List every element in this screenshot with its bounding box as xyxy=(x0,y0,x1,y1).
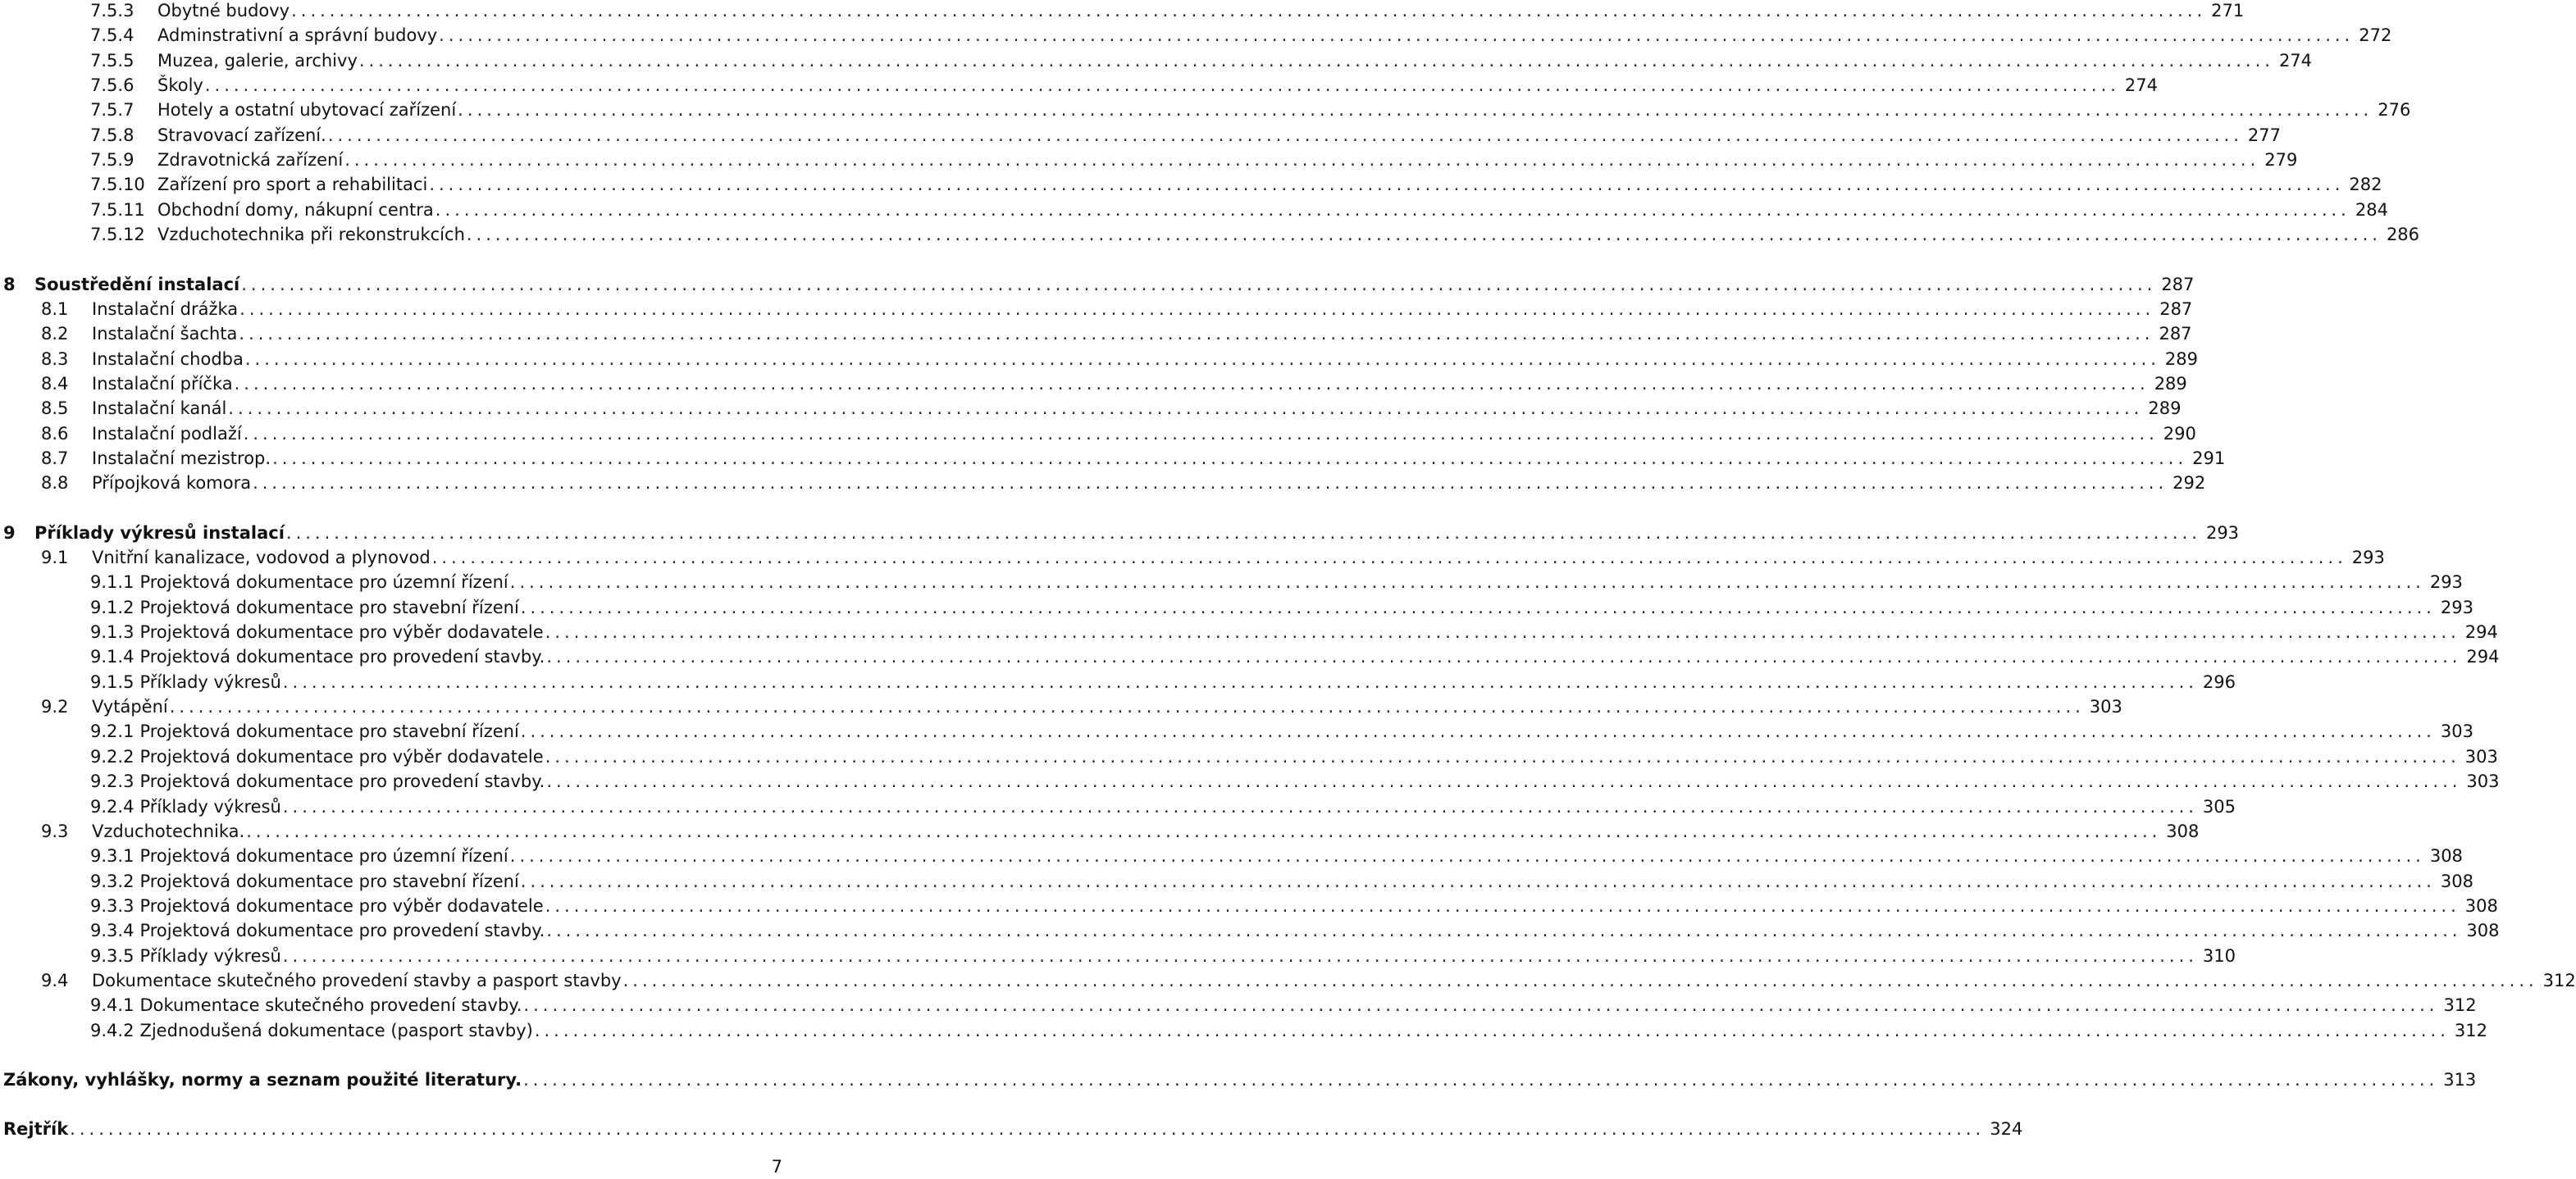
toc-entry-title: Instalační mezistrop. xyxy=(92,448,271,468)
dot-leader: ........................................................................................................................................................................................................ xyxy=(272,448,2188,468)
toc-entry-title: Projektová dokumentace pro stavební řízení xyxy=(139,871,519,891)
toc-entry-number: 9.1.4 xyxy=(90,647,134,667)
toc-entry-number: 8.4 xyxy=(41,373,69,394)
dot-leader: ........................................................................................................................................................................................................ xyxy=(239,324,2154,344)
dot-leader: ........................................................................................................................................................................................................ xyxy=(520,871,2436,891)
toc-entry-page: 324 xyxy=(1990,1119,2023,1140)
toc-entry-page: 289 xyxy=(2148,398,2182,419)
toc-entry-page: 293 xyxy=(2351,548,2385,567)
toc-entry-number: 8.5 xyxy=(41,398,69,419)
dot-leader: ........................................................................................................................................................................................................ xyxy=(435,199,2350,220)
toc-entry-title: Zařízení pro sport a rehabilitaci xyxy=(157,175,428,195)
toc-entry[interactable] xyxy=(90,670,2236,694)
dot-leader: ........................................................................................................................................................................................................ xyxy=(509,572,2425,593)
toc-entry-number: 9.3.2 xyxy=(90,871,134,891)
toc-entry-number: 8.3 xyxy=(41,348,69,369)
toc-entry-number: 7.5.10 xyxy=(90,175,145,195)
toc-entry-number: 9.4 xyxy=(41,970,69,990)
dot-leader: ........................................................................................................................................................................................................ xyxy=(523,1070,2439,1090)
toc-entry-title: Projektová dokumentace pro územní řízení xyxy=(139,572,508,593)
toc-entry-title: Přípojková komora xyxy=(92,473,252,494)
toc-entry-page: 303 xyxy=(2089,697,2122,717)
toc-entry-page: 277 xyxy=(2247,125,2281,145)
dot-leader: ........................................................................................................................................................................................................ xyxy=(439,25,2355,46)
toc-entry[interactable] xyxy=(90,98,2411,122)
dot-leader: ........................................................................................................................................................................................................ xyxy=(622,970,2538,990)
toc-entry-page: 272 xyxy=(2359,25,2392,46)
toc-entry-number: 8 xyxy=(3,274,16,294)
toc-entry-number: 9.1 xyxy=(41,548,69,567)
toc-entry[interactable] xyxy=(41,297,2193,321)
toc-entry[interactable] xyxy=(41,968,2576,993)
toc-entry-title: Projektová dokumentace pro provedení stavby. xyxy=(139,772,545,792)
toc-entry[interactable] xyxy=(41,446,2226,471)
dot-leader: ........................................................................................................................................................................................................ xyxy=(244,348,2160,369)
toc-entry-title: Instalační kanál xyxy=(92,398,227,419)
toc-entry[interactable] xyxy=(90,172,2382,197)
toc-entry[interactable] xyxy=(41,347,2199,371)
toc-entry[interactable] xyxy=(41,694,2122,719)
toc-entry-title: Vzduchotechnika. xyxy=(92,821,245,841)
toc-entry-number: 9.2.2 xyxy=(90,746,134,767)
toc-entry-page: 293 xyxy=(2429,572,2463,593)
toc-entry-number: 8.1 xyxy=(41,298,69,319)
dot-leader: ........................................................................................................................................................................................................ xyxy=(285,522,2201,543)
toc-entry-title: Zdravotnická zařízení xyxy=(157,150,344,171)
toc-entry[interactable] xyxy=(3,1117,2023,1141)
toc-entry-title: Příklady výkresů instalací xyxy=(34,522,285,543)
toc-entry-title: Hotely a ostatní ubytovací zařízení xyxy=(157,100,457,121)
toc-entry-number: 9.2 xyxy=(41,697,69,717)
toc-entry[interactable] xyxy=(90,570,2463,594)
toc-entry-title: Dokumentace skutečného provedení stavby a pasport stavby xyxy=(92,970,622,990)
dot-leader: ........................................................................................................................................................................................................ xyxy=(282,671,2198,692)
dot-leader: ........................................................................................................................................................................................................ xyxy=(431,548,2347,567)
dot-leader: ........................................................................................................................................................................................................ xyxy=(204,75,2120,96)
toc-entry-number: 9.3 xyxy=(41,821,69,841)
toc-entry-number: 8.2 xyxy=(41,324,69,344)
toc-entry-number: 7.5.4 xyxy=(90,25,134,46)
dot-leader: ........................................................................................................................................................................................................ xyxy=(282,945,2198,966)
toc-entry-page: 294 xyxy=(2464,622,2498,643)
toc-entry[interactable] xyxy=(90,769,2500,794)
toc-entry[interactable] xyxy=(90,48,2313,73)
toc-entry-number: 9.1.3 xyxy=(90,622,134,643)
toc-entry[interactable] xyxy=(90,1018,2487,1043)
toc-entry-page: 276 xyxy=(2378,100,2411,121)
toc-entry-number: 9.4.2 xyxy=(90,1020,134,1040)
toc-entry-number: 7.5.12 xyxy=(90,225,145,245)
toc-entry-title: Obytné budovy xyxy=(157,1,290,20)
dot-leader: ........................................................................................................................................................................................................ xyxy=(509,846,2425,867)
toc-entry-page: 290 xyxy=(2163,423,2196,444)
toc-entry[interactable] xyxy=(90,222,2420,247)
toc-entry-title: Soustředění instalací xyxy=(34,274,240,294)
toc-entry[interactable] xyxy=(90,620,2498,644)
toc-entry-page: 286 xyxy=(2386,225,2420,245)
toc-entry-page: 308 xyxy=(2166,821,2200,841)
toc-entry-page: 303 xyxy=(2440,722,2473,742)
toc-entry[interactable] xyxy=(90,123,2281,148)
dot-leader: ........................................................................................................................................................................................................ xyxy=(327,125,2243,145)
toc-entry[interactable] xyxy=(3,521,2240,545)
toc-entry-page: 312 xyxy=(2542,970,2576,990)
toc-entry-number: 9.3.5 xyxy=(90,945,134,966)
dot-leader: ........................................................................................................................................................................................................ xyxy=(545,622,2460,643)
toc-entry[interactable] xyxy=(90,894,2498,918)
toc-entry-page: 294 xyxy=(2466,647,2500,667)
toc-entry[interactable] xyxy=(3,272,2195,297)
dot-leader: ........................................................................................................................................................................................................ xyxy=(253,473,2168,494)
toc-entry[interactable] xyxy=(90,794,2236,819)
toc-entry-page: 296 xyxy=(2202,671,2236,692)
dot-leader: ........................................................................................................................................................................................................ xyxy=(534,1020,2450,1040)
toc-entry-title: Dokumentace skutečného provedení stavby. xyxy=(139,995,522,1016)
toc-entry[interactable] xyxy=(90,644,2500,669)
toc-entry-title: Zákony, vyhlášky, normy a seznam použité literatury. xyxy=(3,1070,522,1090)
toc-entry-page: 287 xyxy=(2161,274,2195,294)
toc-entry-number: 9 xyxy=(3,522,16,543)
toc-entry-page: 289 xyxy=(2154,373,2187,394)
toc-entry-title: Vnitřní kanalizace, vodovod a plynovod xyxy=(92,548,431,567)
toc-entry[interactable] xyxy=(90,0,2245,23)
toc-entry-number: 9.2.4 xyxy=(90,796,134,817)
toc-entry-number: 7.5.9 xyxy=(90,150,134,171)
toc-entry-title: Vytápění xyxy=(92,697,168,717)
dot-leader: ........................................................................................................................................................................................................ xyxy=(546,772,2462,792)
toc-entry[interactable] xyxy=(90,719,2473,744)
toc-entry[interactable] xyxy=(90,23,2392,48)
dot-leader: ........................................................................................................................................................................................................ xyxy=(466,225,2382,245)
toc-entry[interactable] xyxy=(41,819,2200,844)
toc-entry-page: 291 xyxy=(2192,448,2226,468)
dot-leader: ........................................................................................................................................................................................................ xyxy=(70,1119,1986,1140)
toc-entry-title: Příklady výkresů xyxy=(139,796,281,817)
toc-entry-title: Školy xyxy=(157,75,203,96)
toc-entry-title: Instalační příčka xyxy=(92,373,233,394)
dot-leader: ........................................................................................................................................................................................................ xyxy=(282,796,2198,817)
toc-entry[interactable] xyxy=(41,421,2196,446)
toc-entry[interactable] xyxy=(90,198,2388,222)
toc-entry-page: 308 xyxy=(2429,846,2463,867)
toc-entry-title: Projektová dokumentace pro provedení stavby. xyxy=(139,921,545,941)
toc-entry-number: 9.3.1 xyxy=(90,846,134,867)
toc-entry-title: Instalační drážka xyxy=(92,298,239,319)
toc-entry[interactable] xyxy=(90,869,2473,894)
dot-leader: ........................................................................................................................................................................................................ xyxy=(546,921,2462,941)
toc-entry-number: 9.1.5 xyxy=(90,671,134,692)
dot-leader: ........................................................................................................................................................................................................ xyxy=(291,1,2207,20)
toc-entry[interactable] xyxy=(90,993,2477,1017)
toc-entry-page: 313 xyxy=(2443,1070,2477,1090)
dot-leader: ........................................................................................................................................................................................................ xyxy=(243,423,2159,444)
toc-entry-page: 282 xyxy=(2349,175,2382,195)
toc-entry-title: Příklady výkresů xyxy=(139,945,281,966)
toc-entry-page: 284 xyxy=(2355,199,2388,220)
toc-entry-title: Příklady výkresů xyxy=(139,671,281,692)
dot-leader: ........................................................................................................................................................................................................ xyxy=(520,597,2436,617)
toc-entry-page: 303 xyxy=(2464,746,2498,767)
dot-leader: ........................................................................................................................................................................................................ xyxy=(358,50,2274,71)
page-number: 7 xyxy=(771,1157,782,1177)
toc-entry-page: 312 xyxy=(2454,1020,2487,1040)
toc-entry-number: 7.5.7 xyxy=(90,100,134,121)
toc-entry[interactable] xyxy=(41,396,2182,421)
toc-entry-page: 292 xyxy=(2173,473,2206,494)
toc-entry-number: 7.5.11 xyxy=(90,199,145,220)
toc-entry-title: Instalační šachta xyxy=(92,324,238,344)
dot-leader: ........................................................................................................................................................................................................ xyxy=(520,722,2436,742)
toc-entry-title: Projektová dokumentace pro výběr dodavatele xyxy=(139,622,544,643)
toc-entry-page: 293 xyxy=(2205,522,2240,543)
toc-entry[interactable] xyxy=(41,371,2187,396)
toc-entry-title: Obchodní domy, nákupní centra xyxy=(157,199,434,220)
toc-entry-title: Rejtřík xyxy=(3,1119,69,1140)
toc-entry-number: 9.3.4 xyxy=(90,921,134,941)
dot-leader: ........................................................................................................................................................................................................ xyxy=(234,373,2150,394)
toc-entry-page: 308 xyxy=(2466,921,2500,941)
toc-entry-number: 9.2.3 xyxy=(90,772,134,792)
toc-entry-number: 8.6 xyxy=(41,423,69,444)
toc-entry-title: Adminstrativní a správní budovy xyxy=(157,25,438,46)
toc-entry-title: Projektová dokumentace pro územní řízení xyxy=(139,846,508,867)
toc-entry-number: 7.5.6 xyxy=(90,75,134,96)
toc-entry-title: Projektová dokumentace pro výběr dodavatele xyxy=(139,746,544,767)
toc-entry[interactable] xyxy=(90,595,2473,620)
toc-entry-number: 9.1.1 xyxy=(90,572,134,593)
dot-leader: ........................................................................................................................................................................................................ xyxy=(228,398,2144,419)
toc-entry-number: 9.3.3 xyxy=(90,895,134,916)
toc-entry-page: 279 xyxy=(2264,150,2298,171)
toc-entry-title: Instalační podlaží xyxy=(92,423,242,444)
toc-entry-page: 287 xyxy=(2159,324,2192,344)
toc-entry-page: 303 xyxy=(2466,772,2500,792)
toc-entry-number: 7.5.5 xyxy=(90,50,134,71)
toc-entry-title: Projektová dokumentace pro provedení stavby. xyxy=(139,647,545,667)
dot-leader: ........................................................................................................................................................................................................ xyxy=(545,895,2460,916)
toc-entry-number: 9.4.1 xyxy=(90,995,134,1016)
dot-leader: ........................................................................................................................................................................................................ xyxy=(169,697,2085,717)
toc-entry-title: Stravovací zařízení. xyxy=(157,125,326,145)
toc-entry-page: 310 xyxy=(2202,945,2236,966)
toc-entry[interactable] xyxy=(90,918,2500,943)
toc-entry-page: 308 xyxy=(2440,871,2473,891)
toc-entry[interactable] xyxy=(41,471,2206,495)
toc-entry-number: 8.7 xyxy=(41,448,69,468)
dot-leader: ........................................................................................................................................................................................................ xyxy=(546,647,2462,667)
toc-entry-title: Instalační chodba xyxy=(92,348,244,369)
toc-entry-page: 271 xyxy=(2211,1,2245,20)
toc-entry-page: 312 xyxy=(2443,995,2477,1016)
toc-entry-page: 293 xyxy=(2440,597,2473,617)
toc-entry-page: 274 xyxy=(2124,75,2159,96)
dot-leader: ........................................................................................................................................................................................................ xyxy=(241,274,2157,294)
toc-entry-title: Projektová dokumentace pro výběr dodavatele xyxy=(139,895,544,916)
dot-leader: ........................................................................................................................................................................................................ xyxy=(523,995,2439,1016)
dot-leader: ........................................................................................................................................................................................................ xyxy=(344,150,2260,171)
toc-entry-page: 287 xyxy=(2159,298,2193,319)
toc-entry[interactable] xyxy=(90,148,2298,172)
toc-entry-title: Projektová dokumentace pro stavební řízení xyxy=(139,722,519,742)
toc-entry-number: 7.5.8 xyxy=(90,125,134,145)
toc-entry-number: 9.1.2 xyxy=(90,597,134,617)
toc-entry-title: Zjednodušená dokumentace (pasport stavby) xyxy=(139,1020,533,1040)
toc-entry-number: 8.8 xyxy=(41,473,69,494)
dot-leader: ........................................................................................................................................................................................................ xyxy=(545,746,2460,767)
dot-leader: ........................................................................................................................................................................................................ xyxy=(239,298,2155,319)
toc-entry-page: 305 xyxy=(2202,796,2236,817)
toc-entry-page: 308 xyxy=(2464,895,2498,916)
toc-entry[interactable] xyxy=(90,844,2463,868)
toc-entry-number: 7.5.3 xyxy=(90,1,134,20)
toc-entry-page: 274 xyxy=(2278,50,2313,71)
toc-entry-title: Vzduchotechnika při rekonstrukcích xyxy=(157,225,465,245)
dot-leader: ........................................................................................................................................................................................................ xyxy=(246,821,2162,841)
toc-entry[interactable] xyxy=(41,321,2192,346)
toc-entry[interactable] xyxy=(41,545,2385,570)
toc-entry[interactable] xyxy=(90,73,2159,98)
toc-entry-title: Muzea, galerie, archivy xyxy=(157,50,358,71)
toc-entry[interactable] xyxy=(90,944,2236,968)
toc-entry-number: 9.2.1 xyxy=(90,722,134,742)
toc-entry[interactable] xyxy=(90,744,2498,769)
toc-entry[interactable] xyxy=(3,1067,2477,1092)
toc-entry-page: 289 xyxy=(2164,348,2199,369)
toc-entry-title: Projektová dokumentace pro stavební řízení xyxy=(139,597,519,617)
dot-leader: ........................................................................................................................................................................................................ xyxy=(429,175,2345,195)
dot-leader: ........................................................................................................................................................................................................ xyxy=(458,100,2373,121)
